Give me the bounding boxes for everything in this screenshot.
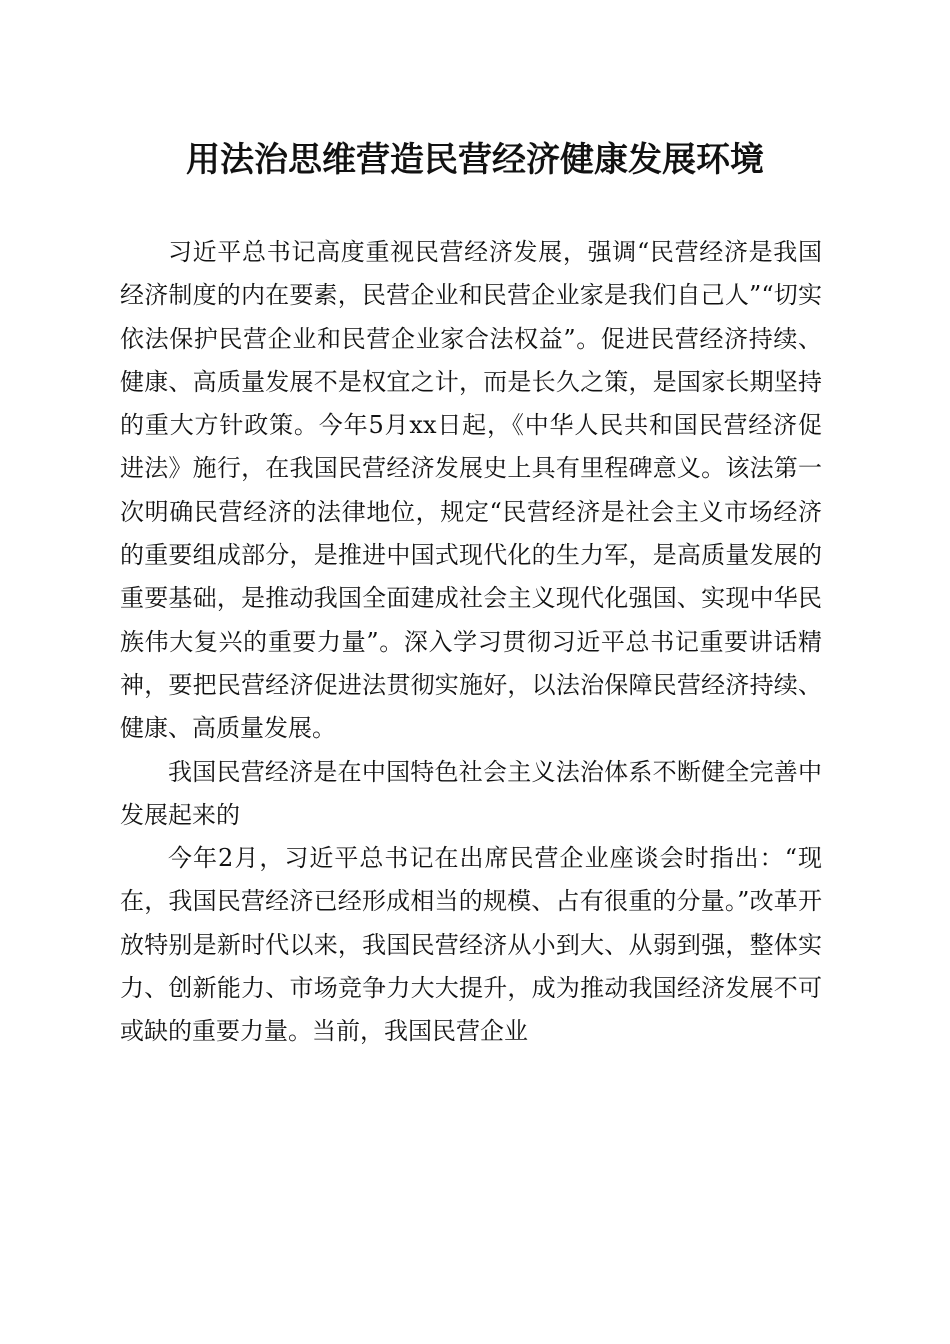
paragraph-intro: 习近平总书记高度重视民营经济发展，强调“民营经济是我国经济制度的内在要素，民营企业和民营企业家是我们自己人”“切实依法保护民营企业和民营企业家合法权益”。促进民营经济持续、健康、高质量发展不是权宜之计，而是长久之策，是国家长期坚持的重大方针政策。今年5月xx日起，《中华人民共和国民营经济促进法》施行，在我国民营经济发展史上具有里程碑意义。该法第一次明确民营经济的法律地位，规定“民营经济是社会主义市场经济的重要组成部分，是推进中国式现代化的生力军，是高质量发展的重要基础，是推动我国全面建成社会主义现代化强国、实现中华民族伟大复兴的重要力量”。深入学习贯彻习近平总书记重要讲话精神，要把民营经济促进法贯彻实施好，以法治保障民营经济持续、健康、高质量发展。	[120, 238, 822, 743]
paragraph-section-heading: 我国民营经济是在中国特色社会主义法治体系不断健全完善中发展起来的	[120, 757, 822, 829]
document-body	[120, 231, 822, 1054]
document-title: 用法治思维营造民营经济健康发展环境	[186, 140, 764, 180]
paragraph-february-remarks: 今年2月，习近平总书记在出席民营企业座谈会时指出：“现在，我国民营经济已经形成相当的规模、占有很重的分量。”改革开放特别是新时代以来，我国民营经济从小到大、从弱到强，整体实力、创新能力、市场竞争力大大提升，成为推动我国经济发展不可或缺的重要力量。当前，我国民营企业	[120, 844, 822, 1046]
